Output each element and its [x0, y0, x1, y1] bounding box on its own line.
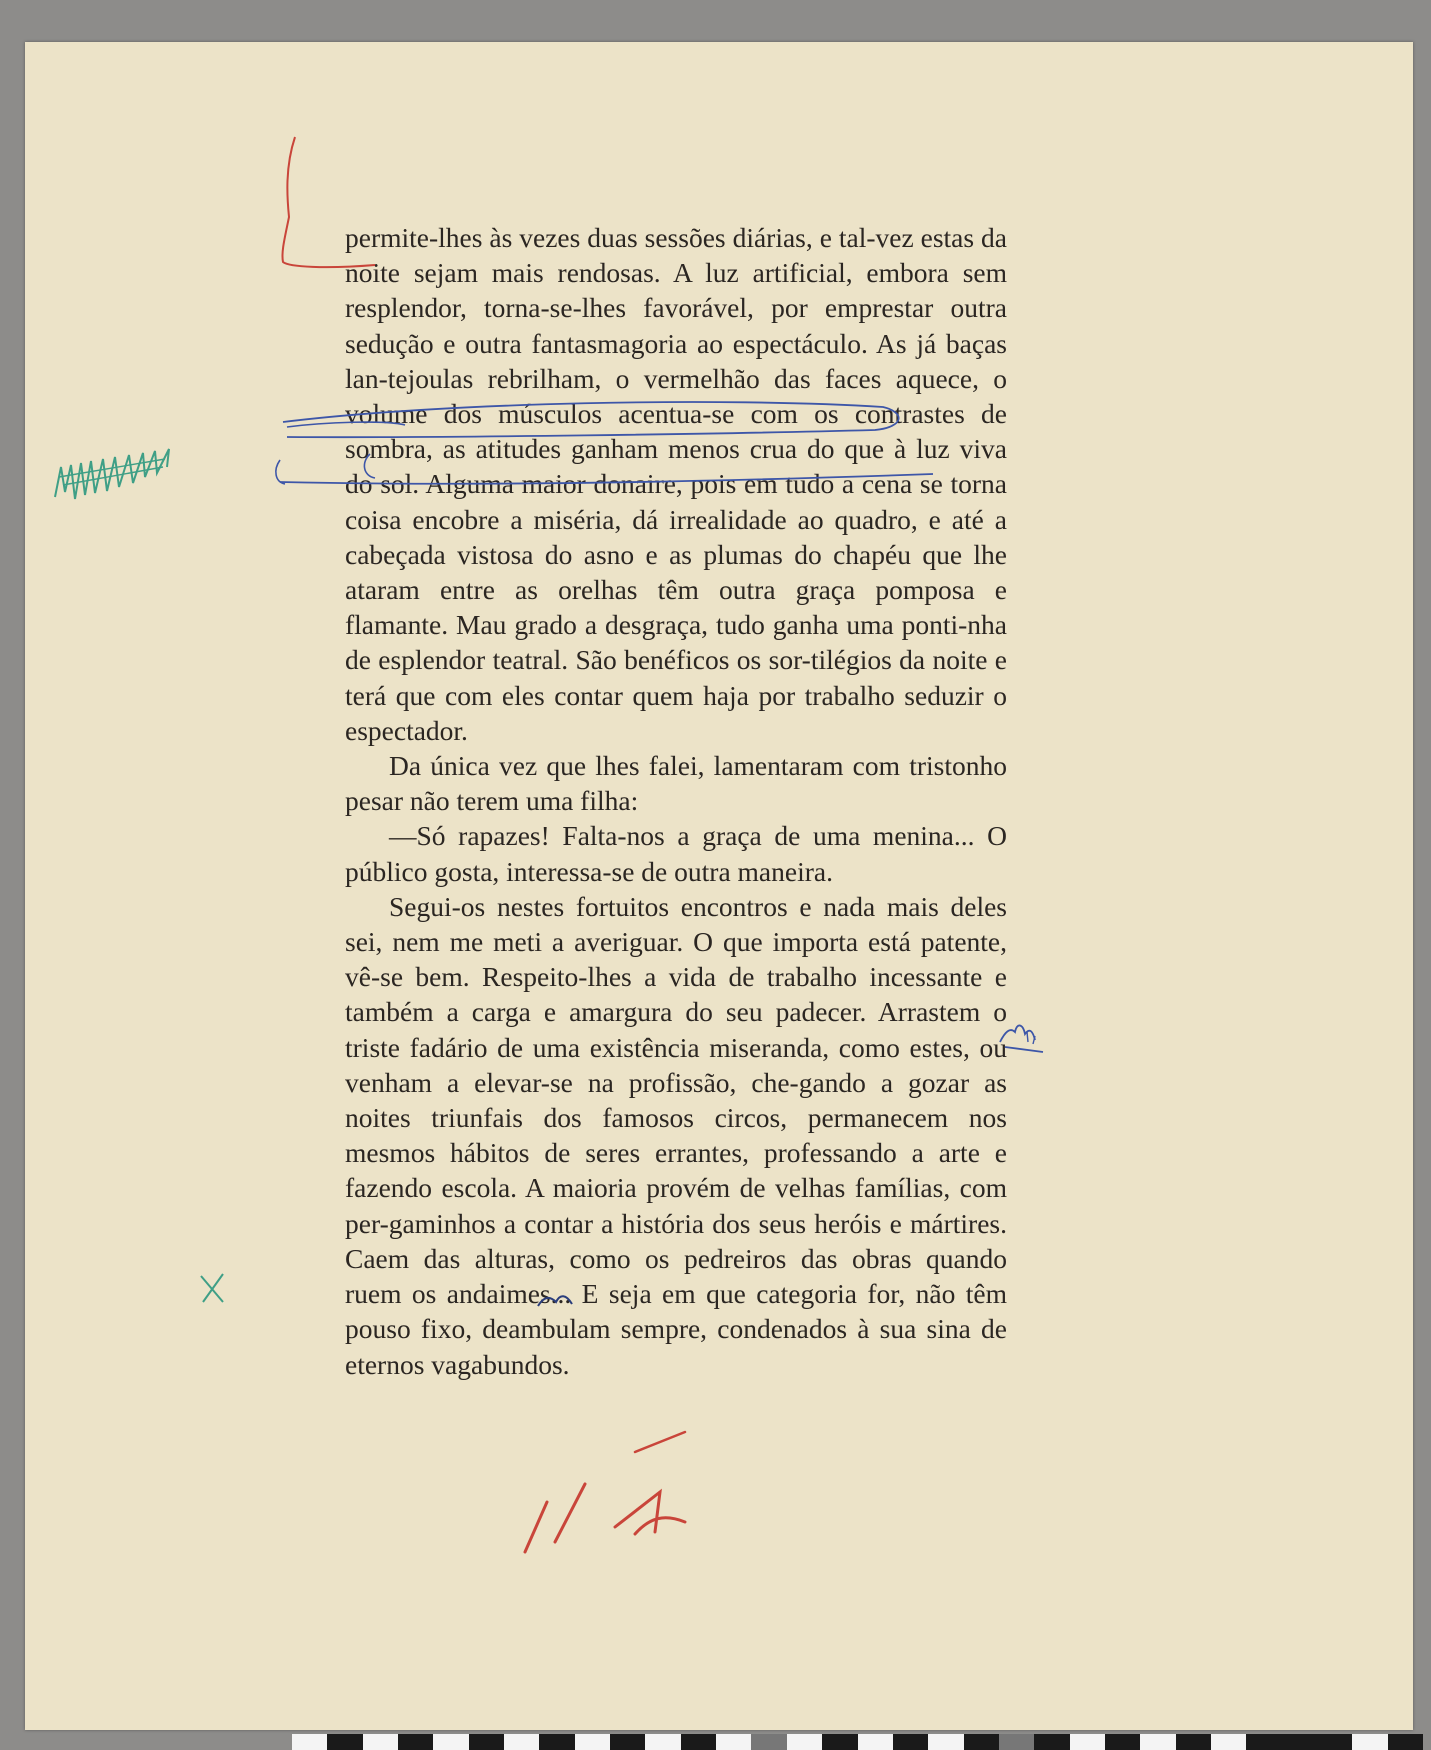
color-scale-bar [292, 1734, 1423, 1750]
document-page [25, 42, 1413, 1730]
paragraph-2: Da única vez que lhes falei, lamentaram com tristonho pesar não terem uma filha: [345, 750, 1007, 817]
green-scribble-mark [45, 437, 205, 517]
paragraph-4: Segui-os nestes fortuitos encontros e nada mais deles sei, nem me meti a averiguar. O que importa está patente, vê-se bem. Respeito-lhes a vida de trabalho incessante e também a carga e amargura do seu padecer. Arrastem o triste fadário de uma existência miseranda, como estes, ou venham a elevar-se na profissão, che-gando a gozar as noites triunfais dos famosos circos, permanecem nos mesmos hábitos de seres errantes, professando a arte e fazendo escola. A maioria provém de velhas famílias, com per-gaminhos a contar a história dos seus heróis e mártires. Caem das alturas, como os pedreiros das obras quando ruem os andaimes... E seja em que categoria for, não têm pouso fixo, deambulam sempre, condenados à sua sina de eternos vagabundos. [345, 890, 1007, 1380]
margin-x-mark [193, 1268, 233, 1308]
paragraph-3: —Só rapazes! Falta-nos a graça de uma menina... O público gosta, interessa-se de outra maneira. [345, 820, 1007, 887]
insertion-caret-mark [530, 1286, 580, 1316]
paragraph-1: permite-lhes às vezes duas sessões diárias, e tal-vez estas da noite sejam mais rendosas. A luz artificial, embora sem resplendor, torna-se-lhes favorável, por emprestar outra sedução e outra fantasmagoria ao espectáculo. As já baças lan-tejoulas rebrilham, o vermelhão das faces aquece, o volume dos músculos acentua-se com os contrastes de sombra, as atitudes ganham menos crua do que à luz viva do sol. Alguma maior donaire, pois em tudo a cena se torna coisa encobre a miséria, dá irrealidade ao quadro, e até a cabeçada vistosa do asno e as plumas do chapéu que lhe ataram entre as orelhas têm outra graça pomposa e flamante. Mau grado a desgraça, tudo ganha uma ponti-nha de esplendor teatral. São benéficos os sor-tilégios da noite e terá que com eles contar quem haja por trabalho seduzir o espectador. [345, 222, 1007, 746]
handwritten-page-number [485, 1422, 725, 1572]
